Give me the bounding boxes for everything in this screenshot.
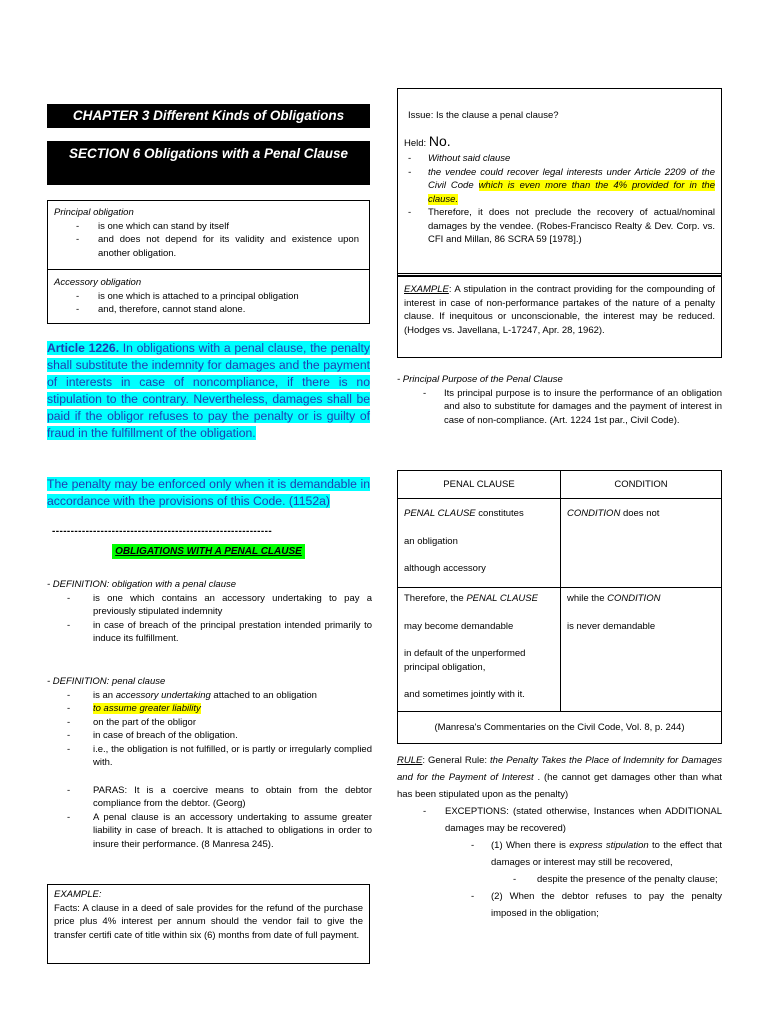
principal-purpose [397,373,722,427]
accessory-label: Accessory obligation [54,277,142,288]
table-cell: CONDITION does not [561,499,722,588]
obligation-types-box [47,200,370,324]
section-title: SECTION 6 Obligations with a Penal Clause [47,141,370,185]
comparison-table [397,470,722,736]
example-compounding-box [397,276,722,358]
list-item: - PARAS: It is a coercive means to obtain from the debtor compliance from the debtor. (Georg) [67,784,372,809]
list-item: - is one which can stand by itself [76,220,229,232]
definition-obligation-penal [47,578,372,646]
list-item: - in case of breach of the obligation. [67,730,238,741]
divider [48,269,369,270]
list-item: - Without said clause [408,153,511,164]
definition-label: - DEFINITION: penal clause [47,676,166,687]
definition-penal-clause [47,675,372,851]
table-cell: Therefore, the PENAL CLAUSE may become demandable in default of the unperformed principal obligation, and sometimes jointly with it. [398,587,561,711]
chapter-title: CHAPTER 3 Different Kinds of Obligations [47,104,370,128]
principal-obligation-block [54,206,359,260]
table-cell: PENAL CLAUSE constitutes an obligation although accessory [398,499,561,588]
dashed-separator: ----------------------------------------------------------- [52,526,273,537]
principal-label: Principal obligation [54,207,134,218]
divider [398,273,721,274]
rule-section [397,752,722,922]
example-compounding-text: EXAMPLE: A stipulation in the contract providing for the compounding of interest in case of non-performance partakes of the nature of a penalty clause. If inequitous or unconscionable, the interest may be reduced. (Hodges vs. Javellana, L-17247, Apr. 28, 1962). [404,284,715,336]
table-footer: (Manresa's Commentaries on the Civil Code, Vol. 8, p. 244) [398,711,722,743]
definition-label: - DEFINITION: obligation with a penal clause [47,579,237,590]
rule-text: RULE: General Rule: the Penalty Takes the Place of Indemnity for Damages and for the Payment of Interest . (he cannot get damages other than what has been stipulated upon as the penalty) [397,755,722,800]
obligations-penal-heading: OBLIGATIONS WITH A PENAL CLAUSE [47,546,370,557]
table-header-condition: CONDITION [561,471,722,499]
purpose-label: - Principal Purpose of the Penal Clause [397,374,563,385]
list-item: - the vendee could recover legal interests under Article 2209 of the Civil Code which is even more than the 4% provided for in the clause. [408,166,716,205]
list-item: - EXCEPTIONS: (stated otherwise, Instances when ADDITIONAL damages may be recovered) [423,806,722,834]
list-item: - (1) When there is express stipulation to the effect that damages or interest may still be recovered, [471,840,722,868]
issue-text: Issue: Is the clause a penal clause? [408,110,559,121]
list-item: - on the part of the obligor [67,716,196,728]
list-item: - despite the presence of the penalty clause; [513,874,718,885]
list-item: - Its principal purpose is to insure the performance of an obligation and also to substitute for damages and the payment of interest in case of non-compliance. (Art. 1224 1st par., Civil Code). [423,387,722,426]
list-item: - is one which contains an accessory undertaking to pay a previously stipulated indemnity [67,592,372,617]
article-1226-second-paragraph: The penalty may be enforced only when it is demandable in accordance with the provisions of this Code. (1152a) [47,477,370,508]
list-item: - and, therefore, cannot stand alone. [76,304,246,315]
list-item: - A penal clause is an accessory undertaking to assume greater liability in case of breach. It is attached to obligations in order to insure their performance. (8 Manresa 245). [67,811,372,850]
list-item: - and does not depend for its validity and existence upon another obligation. [76,234,359,259]
held-text: Held: No. [404,133,451,149]
list-item: - in case of breach of the principal prestation intended primarily to induce its fulfillment. [67,619,372,644]
list-item: - is one which is attached to a principal obligation [76,290,299,302]
list-item: - i.e., the obligation is not fulfilled, or is partly or irregularly complied with. [67,743,372,768]
example-facts-box [47,884,370,964]
article-1226: Article 1226. In obligations with a penal clause, the penalty shall substitute the indemnity for damages and the payment of interests in case of noncompliance, if there is no stipulation to the contrary. Nevertheless, damages shall be paid if the obligor refuses to pay the penalty or is guilty of fraud in the fulfillment of the obligation. [47,341,370,440]
list-item: - is an accessory undertaking attached to an obligation [67,689,317,701]
list-item: - (2) When the debtor refuses to pay the penalty imposed in the obligation; [471,891,722,919]
example-label: EXAMPLE: [54,889,102,900]
issue-held-box [397,88,722,276]
table-cell: while the CONDITION is never demandable [561,587,722,711]
example-text: Facts: A clause in a deed of sale provides for the refund of the purchase price plus 4% interest per annum should the vendor fail to give the transfer certifi cate of title within six (6) months from date of full payment. [54,902,363,941]
list-item: - Therefore, it does not preclude the recovery of actual/nominal damages by the vendee. (Robes-Francisco Realty & Dev. Corp. vs. CFI and Millan, 86 SCRA 59 [1978].) [408,207,715,245]
list-item: - to assume greater liability [67,703,201,714]
table-header-penal: PENAL CLAUSE [398,471,561,499]
accessory-obligation-block [54,276,359,317]
